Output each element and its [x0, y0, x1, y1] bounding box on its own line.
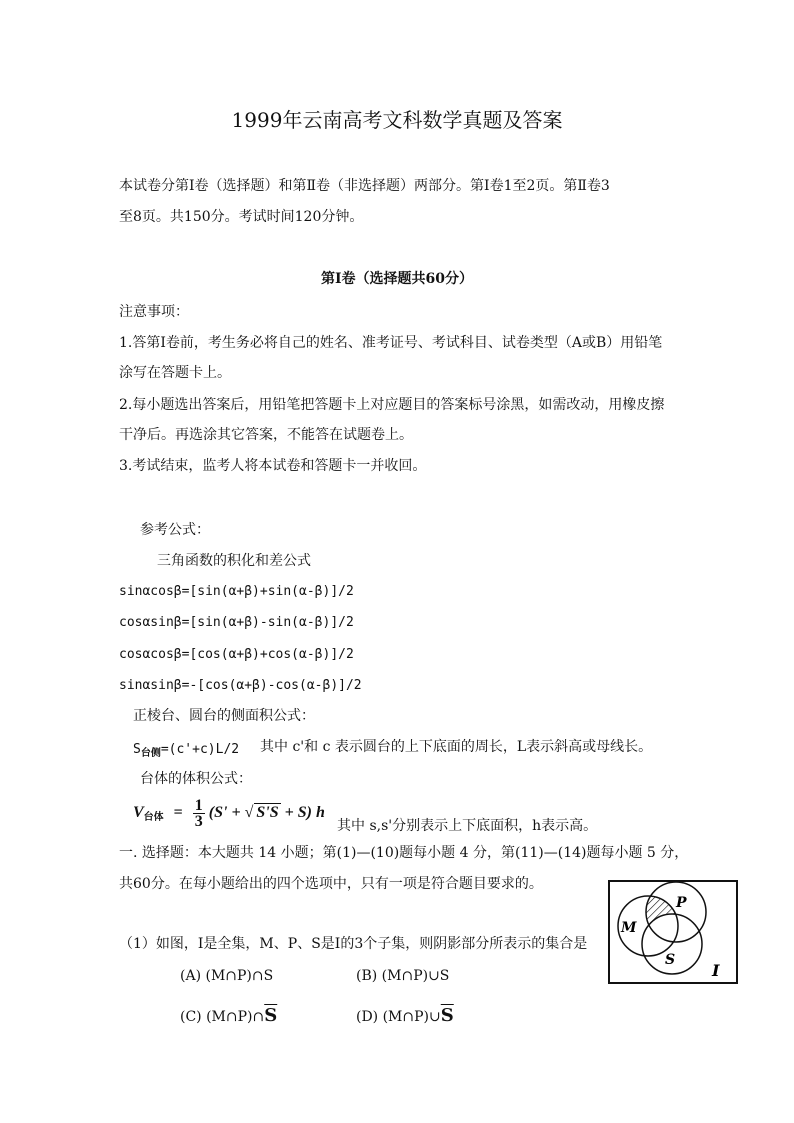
lateral-formula [133, 738, 239, 759]
trig-formula-3: cosαcosβ=[cos(α+β)+cos(α-β)]/2 [119, 647, 354, 662]
venn-label-p: P [676, 895, 687, 911]
note-item-3: 3.考试结束，监考人将本试卷和答题卡一并收回。 [119, 458, 427, 474]
lateral-s: S [133, 742, 141, 757]
reference-heading: 参考公式： [140, 522, 210, 538]
note-item-1-line-2: 涂写在答题卡上。 [119, 365, 231, 381]
note-item-2-line-2: 干净后。再选涂其它答案，不能答在试题卷上。 [119, 427, 413, 443]
question-1-option-d [356, 1006, 454, 1027]
question-1-option-c [180, 1006, 277, 1027]
lateral-subscript: 台侧 [140, 748, 161, 759]
option-d-complement: $\overline{S}$ [440, 1005, 454, 1026]
volume-sqrt: S'S [256, 804, 279, 822]
intro-line-2: 至8页。共150分。考试时间120分钟。 [119, 209, 364, 225]
lateral-expression: =(c'+c)L/2 [160, 742, 240, 757]
question-1-option-a: (A) (M∩P)∩S [180, 968, 274, 984]
question-1-stem: （1）如图，I是全集，M、P、S是I的3个子集，则阴影部分所表示的集合是 [119, 936, 588, 952]
trig-formula-1: sinαcosβ=[sin(α+β)+sin(α-β)]/2 [119, 584, 354, 599]
volume-heading: 台体的体积公式： [140, 771, 252, 787]
fraction-denominator: 3 [194, 813, 203, 830]
section-title: 第Ⅰ卷（选择题共60分） [320, 271, 474, 287]
option-c-complement: $\overline{S}$ [264, 1005, 278, 1026]
note-item-2-line-1: 2.每小题选出答案后，用铅笔把答题卡上对应题目的答案标号涂黑，如需改动，用橡皮擦 [119, 397, 665, 413]
volume-open: (S' + [208, 804, 241, 822]
volume-fraction [193, 798, 205, 829]
volume-v: V [133, 804, 144, 822]
volume-subscript: 台体 [143, 812, 164, 824]
part1-line-2: 共60分。在每小题给出的四个选项中，只有一项是符合题目要求的。 [119, 876, 543, 892]
fraction-numerator: 1 [194, 797, 203, 814]
question-1-option-b: (B) (M∩P)∪S [356, 968, 450, 984]
venn-label-i: I [712, 961, 720, 980]
trig-formula-4: sinαsinβ=-[cos(α+β)-cos(α-β)]/2 [119, 678, 362, 693]
venn-diagram [608, 880, 738, 984]
intro-line-1: 本试卷分第Ⅰ卷（选择题）和第Ⅱ卷（非选择题）两部分。第Ⅰ卷1至2页。第Ⅱ卷3 [119, 178, 610, 194]
option-d-prefix: (D) (M∩P)∪ [356, 1009, 441, 1025]
note-item-1-line-1: 1.答第Ⅰ卷前，考生务必将自己的姓名、准考证号、考试科目、试卷类型（A或B）用铅笔 [119, 335, 663, 351]
volume-formula: $V_{台体}$ = $\frac{1}{3}$ (S' + √ S'S + S) h [133, 797, 325, 830]
option-c-prefix: (C) (M∩P)∩ [180, 1009, 265, 1025]
volume-note: 其中 s,s'分别表示上下底面积，h表示高。 [337, 818, 598, 834]
volume-equals: = [173, 804, 183, 822]
part1-line-1: 一. 选择题：本大题共 14 小题；第(1)—(10)题每小题 4 分，第(11)—(14)题每小题 5 分， [119, 845, 689, 861]
venn-label-s: S [665, 952, 676, 968]
venn-label-m: M [621, 920, 637, 936]
lateral-note: 其中 c'和 c 表示圆台的上下底面的周长，L表示斜高或母线长。 [260, 739, 653, 755]
page-title: 1999年云南高考文科数学真题及答案 [231, 108, 563, 132]
trig-heading: 三角函数的积化和差公式 [157, 553, 311, 569]
lateral-heading: 正棱台、圆台的侧面积公式： [133, 708, 315, 724]
notes-heading: 注意事项： [119, 304, 189, 320]
volume-close: + S) h [284, 804, 325, 822]
trig-formula-2: cosαsinβ=[sin(α+β)-sin(α-β)]/2 [119, 615, 354, 630]
